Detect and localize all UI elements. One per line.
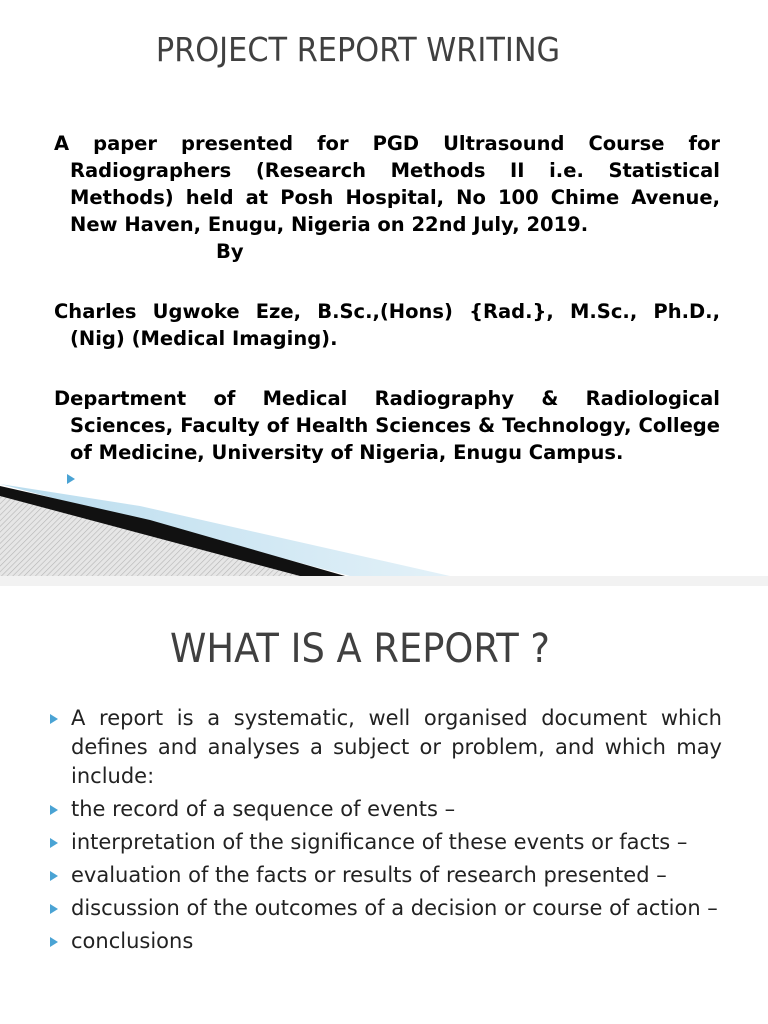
slide-2 [0, 586, 768, 1024]
dark-stripe [0, 486, 345, 576]
bullet-icon [50, 714, 58, 724]
list-item-text: interpretation of the significance of these events or facts – [71, 830, 688, 854]
author-text: Charles Ugwoke Eze, B.Sc.,(Hons) {Rad.}, M.Sc., Ph.D., (Nig) (Medical Imaging). [54, 300, 720, 350]
by-label: By [216, 240, 244, 263]
list-item-text: discussion of the outcomes of a decision or course of action – [71, 896, 718, 920]
list-item [50, 861, 722, 890]
author-credit [54, 298, 720, 352]
list-item [50, 927, 722, 956]
bullet-list [50, 704, 722, 960]
list-item-text: A report is a systematic, well organised document which defines and analyses a subject or problem, and which may include: [71, 706, 722, 788]
list-item [50, 795, 722, 824]
slide-title: WHAT IS A REPORT ? [170, 626, 550, 672]
bullet-icon [50, 871, 58, 881]
list-item [50, 704, 722, 791]
description-text: A paper presented for PGD Ultrasound Course for Radiographers (Research Methods II i.e. Statistical Methods) held at Posh Hospital, No 100 Chime Avenue, New Haven, Enugu, Nigeria on 22nd July, 2019. [54, 132, 720, 236]
bullet-icon [50, 904, 58, 914]
list-item-text: conclusions [71, 929, 194, 953]
bullet-icon [50, 805, 58, 815]
hatched-region [0, 490, 330, 576]
bullet-icon [50, 937, 58, 947]
slide-separator [0, 576, 768, 586]
affiliation-text: Department of Medical Radiography & Radiological Sciences, Faculty of Health Sciences & Technology, College of Medicine, University of Nigeria, Enugu Campus. [54, 387, 720, 464]
presentation-description [54, 130, 720, 238]
affiliation [54, 385, 720, 466]
empty-bullet-icon [67, 474, 75, 484]
slide-title: PROJECT REPORT WRITING [155, 30, 561, 69]
bullet-icon [50, 838, 58, 848]
list-item [50, 828, 722, 857]
list-item-text: the record of a sequence of events – [71, 797, 456, 821]
blue-band [0, 484, 450, 576]
list-item-text: evaluation of the facts or results of research presented – [71, 863, 667, 887]
list-item [50, 894, 722, 923]
